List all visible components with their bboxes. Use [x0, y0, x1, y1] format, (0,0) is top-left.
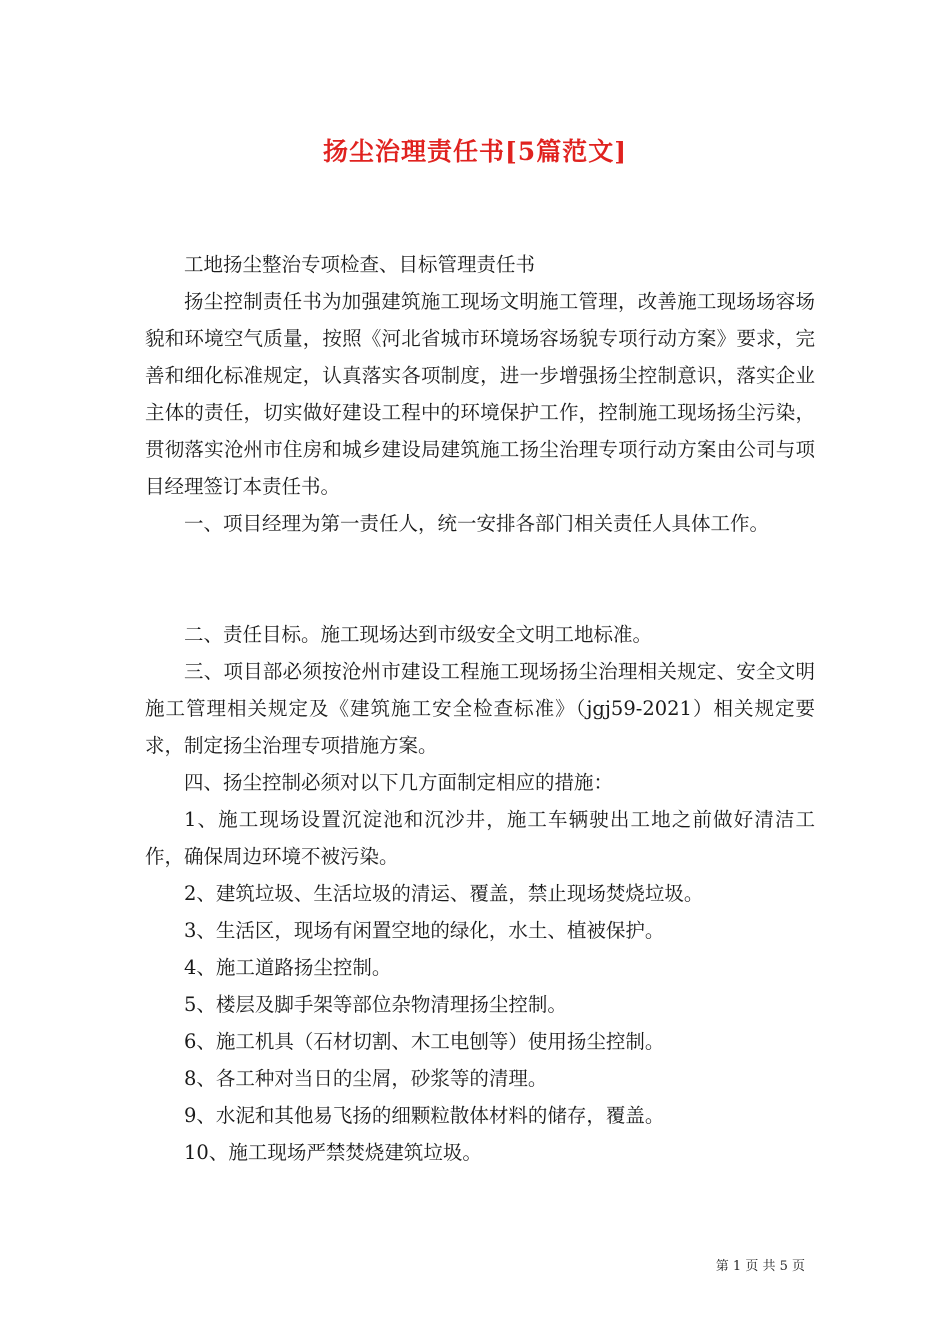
list-item: 4、施工道路扬尘控制。 — [184, 956, 392, 979]
list-item: 6、施工机具（石材切割、木工电刨等）使用扬尘控制。 — [184, 1030, 665, 1053]
list-item: 2、建筑垃圾、生活垃圾的清运、覆盖，禁止现场焚烧垃圾。 — [184, 882, 704, 905]
paragraph-heading: 工地扬尘整治专项检查、目标管理责任书 — [184, 253, 536, 276]
list-item: 1、施工现场设置沉淀池和沉沙井，施工车辆驶出工地之前做好清洁工作，确保周边环境不被污染。 — [145, 808, 815, 868]
list-item: 3、生活区，现场有闲置空地的绿化，水土、植被保护。 — [184, 919, 665, 942]
page-number: 第 1 页 共 5 页 — [715, 1259, 805, 1274]
paragraph-intro: 扬尘控制责任书为加强建筑施工现场文明施工管理，改善施工现场场容场貌和环境空气质量，按照《河北省城市环境场容场貌专项行动方案》要求，完善和细化标准规定，认真落实各项制度，进一步增强扬尘控制意识，落实企业主体的责任，切实做好建设工程中的环境保护工作，控制施工现场扬尘污染，贯彻落实沧州市住房和城乡建设局建筑施工扬尘治理专项行动方案由公司与项目经理签订本责任书。 — [145, 290, 815, 498]
document-title: 扬尘治理责任书[5篇范文] — [322, 137, 628, 166]
paragraph-item-2: 二、责任目标。施工现场达到市级安全文明工地标准。 — [184, 623, 653, 646]
paragraph-item-4: 四、扬尘控制必须对以下几方面制定相应的措施： — [184, 771, 614, 794]
document-body — [145, 246, 815, 1171]
list-item: 10、施工现场严禁焚烧建筑垃圾。 — [184, 1141, 482, 1164]
paragraph-item-3: 三、项目部必须按沧州市建设工程施工现场扬尘治理相关规定、安全文明施工管理相关规定及《建筑施工安全检查标准》（jgj59-2021）相关规定要求，制定扬尘治理专项措施方案。 — [145, 660, 815, 757]
paragraph-item-1: 一、项目经理为第一责任人，统一安排各部门相关责任人具体工作。 — [184, 512, 770, 535]
list-item: 9、水泥和其他易飞扬的细颗粒散体材料的储存，覆盖。 — [184, 1104, 665, 1127]
list-item: 8、各工种对当日的尘屑，砂浆等的清理。 — [184, 1067, 548, 1090]
list-item: 5、楼层及脚手架等部位杂物清理扬尘控制。 — [184, 993, 567, 1016]
